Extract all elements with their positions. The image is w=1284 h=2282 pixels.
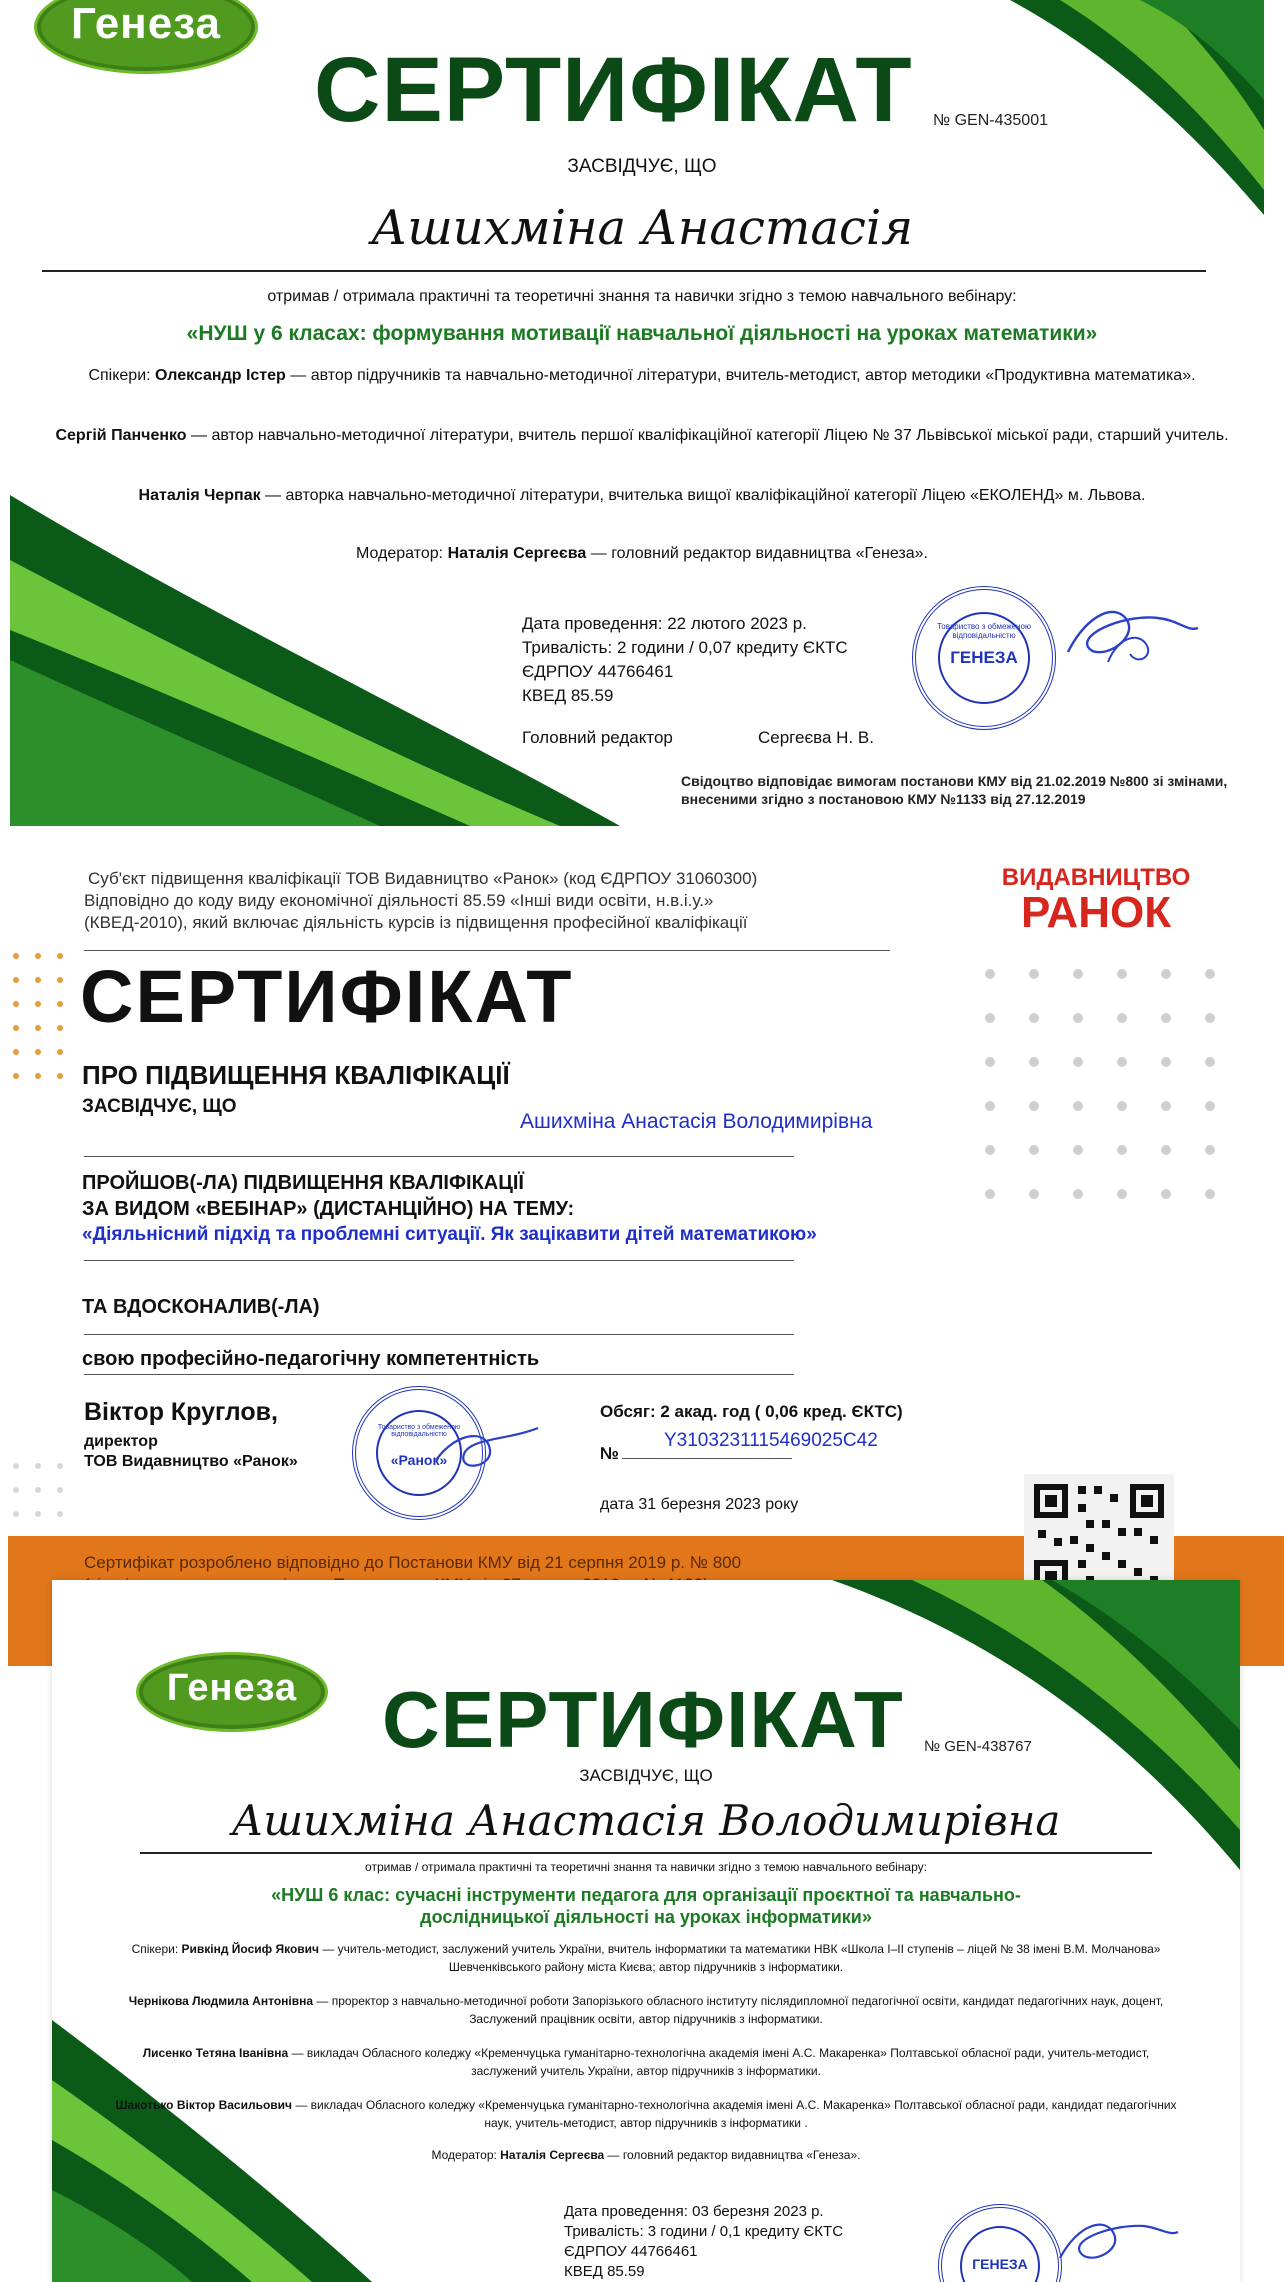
certificate-number: № GEN-438767 (924, 1738, 1032, 1755)
webinar-topic: «Діяльнісний підхід та проблемні ситуації. Як зацікавити дітей математикою» (82, 1224, 817, 1245)
webinar-topic: «НУШ у 6 класах: формування мотивації навчальної діяльності на уроках математики» (186, 322, 1098, 345)
geneza-logo: Генеза (136, 1652, 328, 1732)
speaker-2: Чернікова Людмила Антонівна — проректор з навчально-методичної роботи Запорізького обласного інституту післядипломної педагогічної освіти, кандидат педагогічних наук, доцент, Заслужений працівник освіти, автор підручників з інформатики. (128, 1994, 1164, 2026)
event-date: Дата проведення: 22 лютого 2023 р. (522, 614, 807, 633)
recipient-name: Ашихміна Анастасія (370, 200, 914, 256)
signature-graphic (1058, 592, 1208, 682)
ranok-stamp-seal: Товариство з обмеженою відповідальністю «Ранок» (352, 1386, 486, 1520)
stamp-seal: Товариство з обмеженою відповідальністю ГЕНЕЗА (912, 586, 1056, 730)
footer-legal: Сертифікат розроблено відповідно до Постанови КМУ від 21 серпня 2019 р. № 800 (84, 1553, 742, 1572)
kved-code: КВЕД 85.59 (522, 686, 614, 705)
speaker-1: Спікери: Олександр Істер — автор підручників та навчально-методичної літератури, вчитель-методист, автор методики «Продуктивна математика». (88, 367, 1196, 384)
event-duration: Тривалість: 2 години / 0,07 кредиту ЄКТС (522, 638, 848, 657)
speaker-2: Сергій Панченко — автор навчально-методичної літератури, вчитель першої кваліфікаційної категорії Ліцею № 37 Львівської міської ради, старший учитель. (55, 427, 1229, 444)
competence-text: свою професійно-педагогічну компетентність (82, 1348, 540, 1370)
director-block (84, 1398, 298, 1471)
speaker-3: Наталія Черпак — авторка навчально-методичної літератури, вчителька вищої кваліфікаційної категорії Ліцею «ЕКОЛЕНД» м. Львова. (138, 487, 1146, 504)
improved-label: ТА ВДОСКОНАЛИВ(-ЛА) (82, 1296, 320, 1318)
event-duration: Тривалість: 3 години / 0,1 кредиту ЄКТС (564, 2223, 844, 2240)
speaker-1: Спікери: Ривкінд Йосиф Якович — учитель-методист, заслужений учитель України, вчитель інформатики та математики НВК «Школа I–II ступенів – ліцей № 38 імені В.М. Молчанова» Шевченківського району міста Києва; автор підручників з інформатики. (131, 1942, 1161, 1974)
certificate-title: СЕРТИФІКАТ (314, 39, 913, 141)
certificate-number: Y3103231115469025C42 (664, 1430, 878, 1451)
legal-footnote: Свідоцтво відповідає вимогам постанови КМУ від 21.02.2019 №800 зі змінами, внесеними згідно з постановою КМУ №1133 від 27.12.2019 (681, 773, 1228, 807)
recipient-name: Ашихміна Анастасія Володимирівна (520, 1110, 873, 1133)
volume-info: Обсяг: 2 акад. год ( 0,06 кред. ЄКТС) (600, 1402, 903, 1421)
edrpou-code: ЄДРПОУ 44766461 (522, 662, 674, 681)
name-underline (140, 1852, 1152, 1854)
certificate-ranok (8, 826, 1284, 1666)
kved-code: КВЕД 85.59 (564, 2263, 645, 2280)
moderator: Модератор: Наталія Сергеєва — головний редактор видавництва «Генеза». (355, 545, 928, 562)
speaker-4: Шакотько Віктор Васильович — викладач Обласного коледжу «Кременчуцька гуманітарно-технологічна академія імені А.С. Макаренка» Полтавської обласної ради, кандидат педагогічних наук, учитель-методист, автор підручників з інформатики . (115, 2098, 1177, 2130)
event-details (522, 612, 848, 708)
number-label: № (600, 1444, 619, 1463)
certificate-geneza-1 (0, 0, 1284, 826)
recipient-name: Ашихміна Анастасія Володимирівна (231, 1796, 1061, 1845)
certificate-geneza-2 (52, 1580, 1240, 2282)
signature-graphic (428, 1410, 548, 1490)
received-text: отримав / отримала практичні та теоретичні знання та навички згідно з темою навчального вебінару: (365, 1860, 927, 1874)
subject-info: Суб'єкт підвищення кваліфікації ТОВ Видавництво «Ранок» (код ЄДРПОУ 31060300) Відповідно до коду виду економічної діяльності 85.59 «Інші види освіти, н.в.і.у.» (КВЕД-2010), який включає діяльність курсів із підвищення професійної кваліфікації (84, 869, 758, 932)
certificate-subtitle: ПРО ПІДВИЩЕННЯ КВАЛІФІКАЦІЇ (82, 1060, 510, 1090)
ranok-logo: ВИДАВНИЦТВО РАНОК (1001, 864, 1191, 937)
name-underline (42, 270, 1206, 272)
edrpou-code: ЄДРПОУ 44766461 (564, 2243, 698, 2260)
chief-editor-label: Головний редактор (522, 728, 673, 747)
issue-date: дата 31 березня 2023 року (600, 1496, 799, 1513)
director-name: Віктор Круглов, (84, 1398, 278, 1426)
speaker-3: Лисенко Тетяна Іванівна — викладач Обласного коледжу «Кременчуцька гуманітарно-технологічна академія імені А.С. Макаренка» Полтавської обласної ради, учитель-методист, заслужений учитель України, автор підручників з інформатики. (142, 2046, 1150, 2078)
certifies-label: ЗАСВІДЧУЄ, ЩО (82, 1096, 237, 1117)
certificate-title: СЕРТИФІКАТ (382, 1675, 904, 1764)
certificate-title: СЕРТИФІКАТ (80, 955, 574, 1038)
certifies-label: ЗАСВІДЧУЄ, ЩО (567, 156, 717, 177)
chief-editor-name: Сергеєва Н. В. (758, 728, 874, 747)
passed-statement: ПРОЙШОВ(-ЛА) ПІДВИЩЕННЯ КВАЛІФІКАЦІЇ ЗА ВИДОМ «ВЕБІНАР» (ДИСТАНЦІЙНО) НА ТЕМУ: (82, 1172, 575, 1220)
event-date: Дата проведення: 03 березня 2023 р. (564, 2203, 824, 2220)
signature-graphic (1052, 2202, 1182, 2282)
director-role: директор (84, 1433, 158, 1450)
grey-dot-pattern (980, 964, 1230, 1224)
geneza-logo: Генеза (34, 0, 258, 74)
webinar-topic: «НУШ 6 клас: сучасні інструменти педагога для організації проєктної та навчально- дослідницької діяльності на уроках інформатики» (271, 1885, 1021, 1927)
event-details (564, 2202, 843, 2282)
orange-dot-pattern (8, 946, 68, 1106)
stamp-seal: ГЕНЕЗА (938, 2204, 1062, 2282)
moderator: Модератор: Наталія Сергеєва — головний редактор видавництва «Генеза». (431, 2148, 861, 2162)
certificate-number: № GEN-435001 (933, 112, 1048, 129)
received-text: отримав / отримала практичні та теоретичні знання та навички згідно з темою навчального вебінару: (267, 288, 1017, 305)
grey-dot-pattern-left (8, 1456, 68, 1566)
certifies-label: ЗАСВІДЧУЄ, ЩО (579, 1766, 713, 1785)
director-organization: ТОВ Видавництво «Ранок» (84, 1453, 298, 1470)
